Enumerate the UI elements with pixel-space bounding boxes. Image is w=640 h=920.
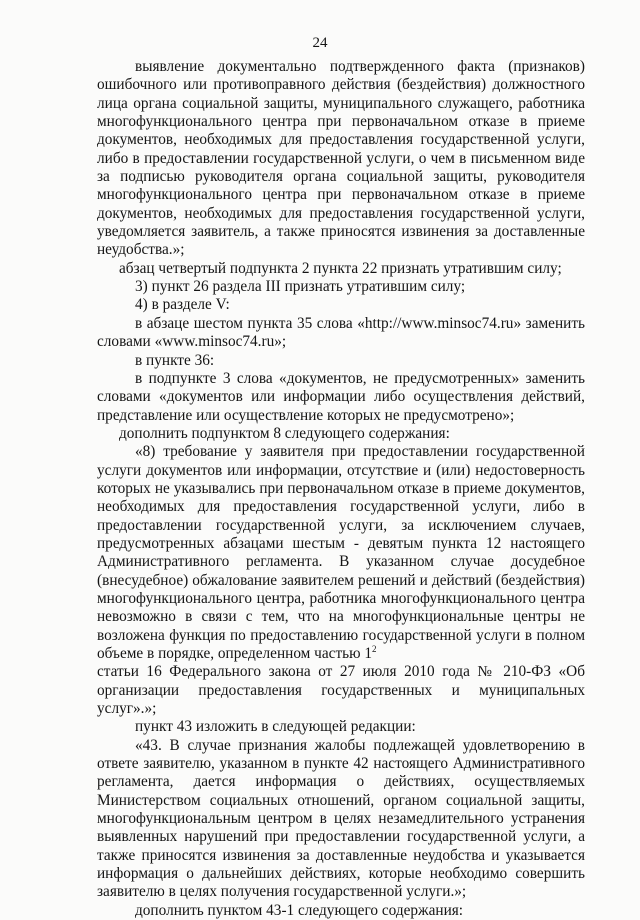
paragraph: дополнить подпунктом 8 следующего содержания: — [119, 424, 450, 442]
paragraph: в подпункте 3 слова «документов, не предусмотренных» заменить словами «документов или информации либо осуществления действий, представление или осуществление которых не предусмотрено»; — [97, 369, 585, 424]
superscript: 2 — [372, 644, 377, 654]
document-body — [97, 58, 585, 920]
page-number: 24 — [312, 35, 328, 51]
paragraph: 3) пункт 26 раздела III признать утратившим силу; — [135, 278, 466, 296]
paragraph: выявление документально подтвержденного факта (признаков) ошибочного или противоправного действия (бездействия) должностного лица органа социальной защиты, муниципального служащего, работника многофункционального центра при первоначальном отказе в приеме документов, необходимых для предоставления государственной услуги, либо в предоставлении государственной услуги, о чем в письменном виде за подписью руководителя органа социальной защиты, руководителя многофункционального центра при первоначальном отказе в приеме документов, необходимых для предоставления государственной услуги, уведомляется заявитель, а также приносятся извинения за доставленные неудобства.»; — [97, 58, 585, 259]
paragraph-text: «8) требование у заявителя при предоставлении государственной услуги документов или информации, отсутствие и (или) недостоверность которых не указывались при первоначальном отказе в приеме документов, необходимых для предоставления государственной услуги, либо в предоставлении государственной услуги, за исключением случаев, предусмотренных абзацами шестым - девятым пункта 12 настоящего Административного регламента. В указанном случае досудебное (внесудебное) обжалование заявителем решений и действий (бездействия) многофункционального центра, работника многофункционального центра невозможно в связи с тем, что на многофункциональные центры не возложена функция по предоставлению государственной услуги в полном объеме в порядке, определенном частью 1 — [97, 443, 585, 662]
paragraph: абзац четвертый подпункта 2 пункта 22 признать утратившим силу; — [119, 259, 562, 277]
paragraph: статьи 16 Федерального закона от 27 июля 2010 года № 210-ФЗ «Об организации предоставления государственных и муниципальных услуг».»; — [97, 663, 585, 718]
paragraph: 4) в разделе V: — [135, 296, 230, 314]
paragraph: пункт 43 изложить в следующей редакции: — [135, 718, 416, 736]
paragraph: дополнить пунктом 43-1 следующего содержания: — [135, 901, 464, 919]
paragraph: в абзаце шестом пункта 35 слова «http://www.minsoc74.ru» заменить словами «www.minsoc74.ru»; — [97, 314, 585, 351]
paragraph: «43. В случае признания жалобы подлежащей удовлетворению в ответе заявителю, указанном в пункте 42 настоящего Административного регламента, дается информация о действиях, осуществляемых Министерством социальных отношений, органом социальной защиты, многофункциональным центром в целях незамедлительного устранения выявленных нарушений при предоставлении государственной услуги, а также приносятся извинения за доставленные неудобства и указывается информация о дальнейших действиях, которые необходимо совершить заявителю в целях получения государственной услуги.»; — [97, 736, 585, 901]
paragraph-with-superscript — [97, 443, 585, 663]
paragraph: в пункте 36: — [135, 351, 215, 369]
